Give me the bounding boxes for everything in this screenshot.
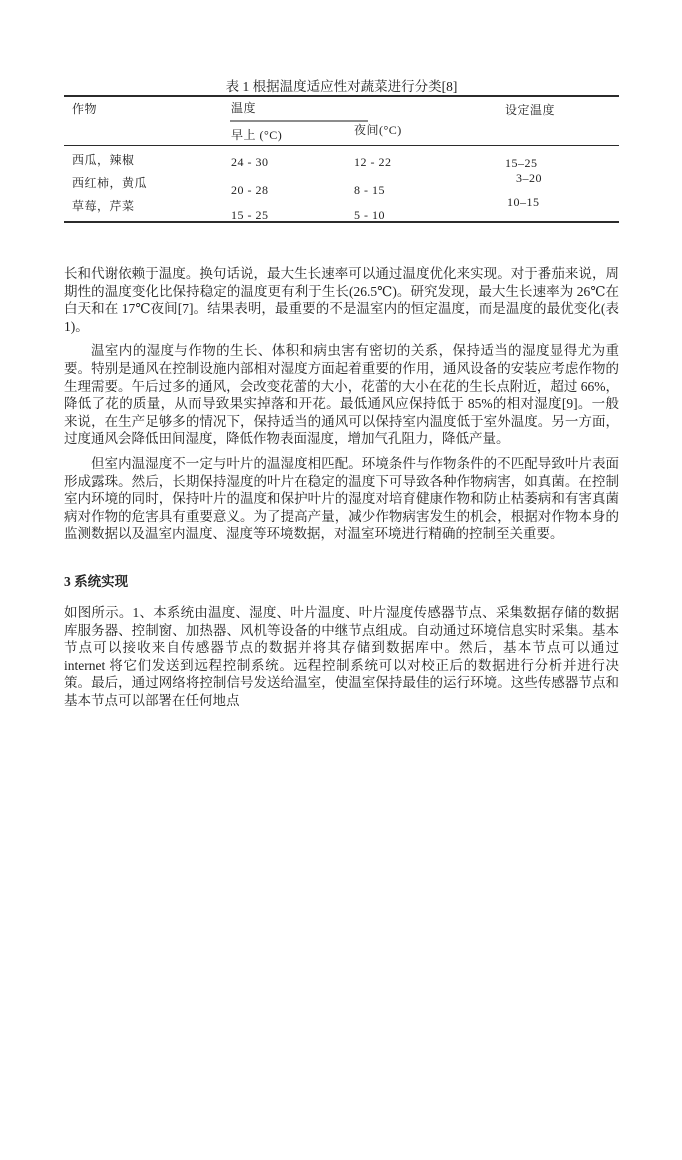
table-caption: 表 1 根据温度适应性对蔬菜进行分类[8] — [225, 79, 458, 94]
table-header-temperature-group: 温度 — [231, 101, 257, 115]
paragraph-temperature-growth: 长和代谢依赖于温度。换句话说，最大生长速率可以通过温度优化来实现。对于番茄来说，周期性的温度变化比保持稳定的温度更有利于生长(26.5℃)。研究发现，最大生长速率为 26℃在白天和在 17℃夜间[7]。结果表明，最重要的不是温室内的恒定温度，而是温度的最优变化(表 1)。 — [64, 266, 619, 334]
table-cell-morning-2: 20 - 28 — [231, 183, 269, 197]
table-header-crop: 作物 — [72, 102, 98, 116]
table-header-morning: 早上 (°C) — [231, 128, 283, 142]
table-cell-set-1: 15–25 — [505, 156, 538, 170]
section-heading-system-implementation: 3 系统实现 — [64, 573, 129, 589]
table-cell-night-3: 5 - 10 — [354, 208, 385, 222]
table-cell-night-2: 8 - 15 — [354, 183, 385, 197]
paragraph-humidity-ventilation: 温室内的湿度与作物的生长、体积和病虫害有密切的关系，保持适当的湿度显得尤为重要。特别是通风在控制设施内部相对湿度方面起着重要的作用，通风设备的安装应考虑作物的生理需要。午后过多的通风，会改变花蕾的大小，花蕾的大小在花的生长点附近，超过 66%，降低了花的质量，从而导致果实掉落和开花。最低通风应保持低于 85%的相对湿度[9]。一般来说，在生产足够多的情况下，保持适当的通风可以保持室内温度低于室外温度。另一方面，过度通风会降低田间湿度，降低作物表面湿度，增加气孔阻力，降低产量。 — [64, 343, 619, 447]
table-cell-set-2: 3–20 — [516, 171, 542, 185]
body-text — [64, 265, 619, 709]
table-cell-crop-3: 草莓，芹菜 — [72, 199, 135, 213]
temperature-group-rule — [230, 120, 368, 122]
paragraph-system-description: 如图所示。1、本系统由温度、湿度、叶片温度、叶片湿度传感器节点、采集数据存储的数据库服务器、控制窗、加热器、风机等设备的中继节点组成。自动通过环境信息实时采集。基本节点可以接收来自传感器节点的数据并将其存储到数据库中。然后，基本节点可以通过 internet 将它们发送到远程控制系统。远程控制系统可以对校正后的数据进行分析并进行决策。最后，通过网络将控制信号发送给温室，使温室保持最佳的运行环境。这些传感器节点和基本节点可以部署在任何地点 — [64, 604, 619, 708]
text-block — [64, 75, 619, 716]
table-cell-set-3: 10–15 — [507, 195, 540, 209]
table-cell-morning-1: 24 - 30 — [231, 155, 269, 169]
table-header-night: 夜间(°C) — [354, 123, 402, 137]
table-cell-night-1: 12 - 22 — [354, 155, 392, 169]
table-header-set-temperature: 设定温度 — [505, 103, 556, 117]
table-cell-morning-3: 15 - 25 — [231, 208, 269, 222]
vegetable-temperature-table — [64, 95, 619, 223]
table-cell-crop-2: 西红柿，黄瓜 — [72, 176, 148, 190]
table-cell-crop-1: 西瓜，辣椒 — [72, 153, 135, 167]
paragraph-leaf-humidity-control: 但室内温湿度不一定与叶片的温湿度相匹配。环境条件与作物条件的不匹配导致叶片表面形成露珠。然后，长期保持湿度的叶片在稳定的温度下可导致各种作物病害，如真菌。在控制室内环境的同时，保持叶片的温度和保护叶片的湿度对培育健康作物和防止枯萎病和有害真菌病对作物的危害具有重要意义。为了提高产量，减少作物病害发生的机会，根据对作物本身的监测数据以及温室内温度、湿度等环境数据，对温室环境进行精确的控制至关重要。 — [64, 455, 619, 542]
table-header-rule — [64, 145, 619, 146]
